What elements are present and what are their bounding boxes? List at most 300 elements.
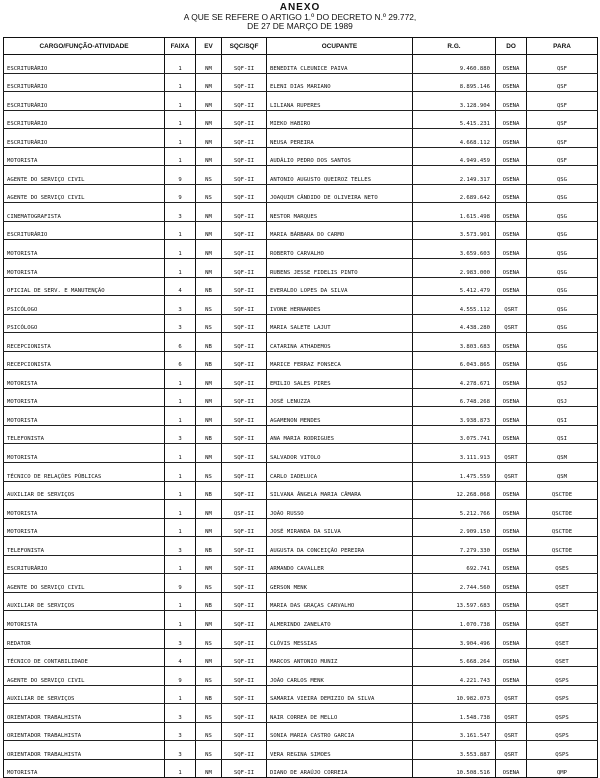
cargo-cell: MOTORISTA bbox=[4, 500, 165, 519]
rg-cell: 3.161.547 bbox=[413, 722, 496, 741]
sqc-sqf-cell: SQF-II bbox=[222, 667, 267, 686]
cargo-cell: AGENTE DO SERVIÇO CIVIL bbox=[4, 184, 165, 203]
sqc-sqf-cell: SQF-II bbox=[222, 444, 267, 463]
para-cell: QSF bbox=[527, 147, 598, 166]
para-cell: QSG bbox=[527, 203, 598, 222]
cargo-cell: OFICIAL DE SERV. E MANUTENÇÃO bbox=[4, 277, 165, 296]
ev-cell: NS bbox=[196, 574, 222, 593]
sqc-sqf-cell: SQF-II bbox=[222, 296, 267, 315]
para-cell: QSET bbox=[527, 592, 598, 611]
cargo-cell: MOTORISTA bbox=[4, 759, 165, 778]
rg-cell: 8.895.146 bbox=[413, 73, 496, 92]
para-cell: QSG bbox=[527, 333, 598, 352]
ev-cell: NM bbox=[196, 500, 222, 519]
do-cell: QSRT bbox=[496, 704, 527, 723]
do-cell: QSRT bbox=[496, 741, 527, 760]
rg-cell: 6.748.268 bbox=[413, 388, 496, 407]
sqc-sqf-cell: SQF-II bbox=[222, 55, 267, 74]
cargo-cell: REDATOR bbox=[4, 629, 165, 648]
faixa-cell: 1 bbox=[165, 759, 196, 778]
faixa-cell: 3 bbox=[165, 741, 196, 760]
faixa-cell: 3 bbox=[165, 537, 196, 556]
ev-cell: NS bbox=[196, 629, 222, 648]
table-row bbox=[4, 184, 598, 203]
para-cell: QSF bbox=[527, 92, 598, 111]
cargo-cell: RECEPCIONISTA bbox=[4, 351, 165, 370]
table-row bbox=[4, 388, 598, 407]
sqc-sqf-cell: SQF-II bbox=[222, 184, 267, 203]
document-subtitle-line2: DE 27 DE MARÇO DE 1989 bbox=[247, 21, 353, 31]
sqc-sqf-cell: SQF-II bbox=[222, 704, 267, 723]
do-cell: OSENA bbox=[496, 333, 527, 352]
rg-cell: 2.744.560 bbox=[413, 574, 496, 593]
do-cell: OSENA bbox=[496, 221, 527, 240]
rg-cell: 13.597.683 bbox=[413, 592, 496, 611]
table-row bbox=[4, 741, 598, 760]
table-row bbox=[4, 147, 598, 166]
ocupante-cell: ARMANDO CAVALLER bbox=[267, 555, 413, 574]
ev-cell: NM bbox=[196, 407, 222, 426]
ocupante-cell: CATARINA ATHADEMOS bbox=[267, 333, 413, 352]
faixa-cell: 3 bbox=[165, 296, 196, 315]
ocupante-cell: MARCOS ANTONIO MUNIZ bbox=[267, 648, 413, 667]
ev-cell: NS bbox=[196, 184, 222, 203]
rg-cell: 4.438.280 bbox=[413, 314, 496, 333]
table-row bbox=[4, 55, 598, 74]
ocupante-cell: NEUSA PEREIRA bbox=[267, 129, 413, 148]
do-cell: OSENA bbox=[496, 203, 527, 222]
para-cell: QSCTDE bbox=[527, 518, 598, 537]
ocupante-cell: MARICE FERRAZ FONSECA bbox=[267, 351, 413, 370]
sqc-sqf-cell: SQF-II bbox=[222, 314, 267, 333]
do-cell: OSENA bbox=[496, 240, 527, 259]
para-cell: QSG bbox=[527, 296, 598, 315]
cargo-cell: ORIENTADOR TRABALHISTA bbox=[4, 741, 165, 760]
ev-cell: NS bbox=[196, 741, 222, 760]
table-row bbox=[4, 592, 598, 611]
table-row bbox=[4, 685, 598, 704]
do-cell: QSRT bbox=[496, 296, 527, 315]
do-cell: OSENA bbox=[496, 73, 527, 92]
para-cell: QSF bbox=[527, 129, 598, 148]
ev-cell: NS bbox=[196, 463, 222, 482]
faixa-cell: 3 bbox=[165, 722, 196, 741]
ev-cell: NM bbox=[196, 611, 222, 630]
faixa-cell: 6 bbox=[165, 333, 196, 352]
rg-cell: 6.043.865 bbox=[413, 351, 496, 370]
do-cell: OSENA bbox=[496, 370, 527, 389]
para-cell: QSG bbox=[527, 221, 598, 240]
ev-cell: NM bbox=[196, 259, 222, 278]
ocupante-cell: CLÓVIS MESSIAS bbox=[267, 629, 413, 648]
table-row bbox=[4, 73, 598, 92]
sqc-sqf-cell: SQF-II bbox=[222, 259, 267, 278]
table-row bbox=[4, 370, 598, 389]
annex-table bbox=[3, 37, 598, 778]
rg-cell: 3.938.873 bbox=[413, 407, 496, 426]
do-cell: OSENA bbox=[496, 592, 527, 611]
sqc-sqf-cell: SQF-II bbox=[222, 351, 267, 370]
para-cell: QSET bbox=[527, 629, 598, 648]
sqc-sqf-cell: SQF-II bbox=[222, 648, 267, 667]
cargo-cell: PSICÓLOGO bbox=[4, 296, 165, 315]
para-cell: QSM bbox=[527, 463, 598, 482]
cargo-cell: AUXILIAR DE SERVIÇOS bbox=[4, 685, 165, 704]
do-cell: OSENA bbox=[496, 110, 527, 129]
para-cell: QSG bbox=[527, 259, 598, 278]
para-cell: QSJ bbox=[527, 388, 598, 407]
sqc-sqf-cell: SQF-II bbox=[222, 463, 267, 482]
para-cell: QSPS bbox=[527, 704, 598, 723]
table-row bbox=[4, 444, 598, 463]
do-cell: OSENA bbox=[496, 92, 527, 111]
col-header-ev: EV bbox=[196, 38, 222, 55]
table-row bbox=[4, 314, 598, 333]
cargo-cell: ESCRITURÁRIO bbox=[4, 555, 165, 574]
ocupante-cell: CARLO IADELUCA bbox=[267, 463, 413, 482]
rg-cell: 3.659.603 bbox=[413, 240, 496, 259]
table-row bbox=[4, 667, 598, 686]
para-cell: QSF bbox=[527, 110, 598, 129]
para-cell: QSI bbox=[527, 407, 598, 426]
rg-cell: 5.212.766 bbox=[413, 500, 496, 519]
ocupante-cell: SAMARIA VIEIRA DEMIZIO DA SILVA bbox=[267, 685, 413, 704]
do-cell: OSENA bbox=[496, 55, 527, 74]
cargo-cell: MOTORISTA bbox=[4, 259, 165, 278]
faixa-cell: 9 bbox=[165, 667, 196, 686]
cargo-cell: ESCRITURÁRIO bbox=[4, 110, 165, 129]
rg-cell: 4.278.671 bbox=[413, 370, 496, 389]
cargo-cell: AGENTE DO SERVIÇO CIVIL bbox=[4, 574, 165, 593]
faixa-cell: 1 bbox=[165, 481, 196, 500]
ocupante-cell: RUBENS JESSE FIDELIS PINTO bbox=[267, 259, 413, 278]
ocupante-cell: JOÃO RUSSO bbox=[267, 500, 413, 519]
para-cell: QSJ bbox=[527, 370, 598, 389]
ocupante-cell: MIEKO HABIRO bbox=[267, 110, 413, 129]
do-cell: OSENA bbox=[496, 518, 527, 537]
faixa-cell: 1 bbox=[165, 55, 196, 74]
rg-cell: 5.668.264 bbox=[413, 648, 496, 667]
faixa-cell: 3 bbox=[165, 314, 196, 333]
rg-cell: 5.412.479 bbox=[413, 277, 496, 296]
rg-cell: 3.573.901 bbox=[413, 221, 496, 240]
cargo-cell: MOTORISTA bbox=[4, 240, 165, 259]
ev-cell: NM bbox=[196, 444, 222, 463]
rg-cell: 1.548.738 bbox=[413, 704, 496, 723]
table-row bbox=[4, 722, 598, 741]
table-row bbox=[4, 759, 598, 778]
ocupante-cell: JOAQUIM CÂNDIDO DE OLIVEIRA NETO bbox=[267, 184, 413, 203]
ev-cell: NB bbox=[196, 351, 222, 370]
ev-cell: NS bbox=[196, 296, 222, 315]
ev-cell: NM bbox=[196, 92, 222, 111]
para-cell: QSF bbox=[527, 73, 598, 92]
sqc-sqf-cell: SQF-II bbox=[222, 611, 267, 630]
para-cell: QSPS bbox=[527, 685, 598, 704]
cargo-cell: ESCRITURÁRIO bbox=[4, 73, 165, 92]
ev-cell: NM bbox=[196, 240, 222, 259]
ev-cell: NB bbox=[196, 425, 222, 444]
rg-cell: 3.803.683 bbox=[413, 333, 496, 352]
do-cell: OSENA bbox=[496, 184, 527, 203]
ev-cell: NM bbox=[196, 648, 222, 667]
document-title: ANEXO bbox=[279, 2, 321, 13]
sqc-sqf-cell: SQF-II bbox=[222, 73, 267, 92]
sqc-sqf-cell: SQF-II bbox=[222, 555, 267, 574]
ev-cell: NM bbox=[196, 759, 222, 778]
col-header-rg: R.G. bbox=[413, 38, 496, 55]
faixa-cell: 1 bbox=[165, 611, 196, 630]
para-cell: QSPS bbox=[527, 741, 598, 760]
do-cell: OSENA bbox=[496, 481, 527, 500]
table-row bbox=[4, 110, 598, 129]
sqc-sqf-cell: SQF-II bbox=[222, 685, 267, 704]
ev-cell: NB bbox=[196, 333, 222, 352]
cargo-cell: ESCRITURÁRIO bbox=[4, 221, 165, 240]
rg-cell: 4.221.743 bbox=[413, 667, 496, 686]
faixa-cell: 3 bbox=[165, 629, 196, 648]
ocupante-cell: DIANO DE ARAÚJO CORREIA bbox=[267, 759, 413, 778]
ocupante-cell: JOSÉ LENUZZA bbox=[267, 388, 413, 407]
cargo-cell: PSICÓLOGO bbox=[4, 314, 165, 333]
faixa-cell: 9 bbox=[165, 574, 196, 593]
ocupante-cell: SONIA MARIA CASTRO GARCIA bbox=[267, 722, 413, 741]
do-cell: OSENA bbox=[496, 425, 527, 444]
table-row bbox=[4, 648, 598, 667]
ev-cell: NM bbox=[196, 110, 222, 129]
ocupante-cell: ANA MARIA RODRIGUES bbox=[267, 425, 413, 444]
para-cell: QSCTDE bbox=[527, 537, 598, 556]
para-cell: QSCTDE bbox=[527, 481, 598, 500]
sqc-sqf-cell: SQF-II bbox=[222, 203, 267, 222]
faixa-cell: 3 bbox=[165, 203, 196, 222]
rg-cell: 1.615.498 bbox=[413, 203, 496, 222]
cargo-cell: AGENTE DO SERVIÇO CIVIL bbox=[4, 667, 165, 686]
sqc-sqf-cell: SQF-II bbox=[222, 537, 267, 556]
do-cell: OSENA bbox=[496, 574, 527, 593]
sqc-sqf-cell: SQF-II bbox=[222, 166, 267, 185]
faixa-cell: 4 bbox=[165, 277, 196, 296]
rg-cell: 3.075.741 bbox=[413, 425, 496, 444]
ocupante-cell: IVONE HERNANDES bbox=[267, 296, 413, 315]
sqc-sqf-cell: SQF-II bbox=[222, 221, 267, 240]
do-cell: QSRT bbox=[496, 685, 527, 704]
rg-cell: 2.983.000 bbox=[413, 259, 496, 278]
faixa-cell: 1 bbox=[165, 73, 196, 92]
faixa-cell: 1 bbox=[165, 685, 196, 704]
table-body bbox=[4, 55, 598, 778]
para-cell: QSCTDE bbox=[527, 500, 598, 519]
ev-cell: NB bbox=[196, 592, 222, 611]
sqc-sqf-cell: SQF-II bbox=[222, 629, 267, 648]
table-row bbox=[4, 611, 598, 630]
cargo-cell: AGENTE DO SERVIÇO CIVIL bbox=[4, 166, 165, 185]
rg-cell: 10.508.516 bbox=[413, 759, 496, 778]
cargo-cell: ESCRITURÁRIO bbox=[4, 92, 165, 111]
rg-cell: 692.741 bbox=[413, 555, 496, 574]
ocupante-cell: ROBERTO CARVALHO bbox=[267, 240, 413, 259]
sqc-sqf-cell: SQF-II bbox=[222, 147, 267, 166]
ocupante-cell: ANTONIO AUGUSTO QUEIROZ TELLES bbox=[267, 166, 413, 185]
cargo-cell: ORIENTADOR TRABALHISTA bbox=[4, 722, 165, 741]
sqc-sqf-cell: SQF-II bbox=[222, 407, 267, 426]
ev-cell: NB bbox=[196, 277, 222, 296]
faixa-cell: 1 bbox=[165, 221, 196, 240]
para-cell: QSET bbox=[527, 648, 598, 667]
rg-cell: 3.111.913 bbox=[413, 444, 496, 463]
para-cell: QSG bbox=[527, 166, 598, 185]
rg-cell: 2.149.317 bbox=[413, 166, 496, 185]
table-row bbox=[4, 518, 598, 537]
sqc-sqf-cell: SQF-II bbox=[222, 370, 267, 389]
faixa-cell: 1 bbox=[165, 463, 196, 482]
table-row bbox=[4, 629, 598, 648]
ev-cell: NS bbox=[196, 722, 222, 741]
table-row bbox=[4, 166, 598, 185]
sqc-sqf-cell: SQF-II bbox=[222, 574, 267, 593]
sqc-sqf-cell: SQF-II bbox=[222, 481, 267, 500]
rg-cell: 4.668.112 bbox=[413, 129, 496, 148]
rg-cell: 4.949.459 bbox=[413, 147, 496, 166]
para-cell: QSPS bbox=[527, 722, 598, 741]
ocupante-cell: GERSON MENK bbox=[267, 574, 413, 593]
sqc-sqf-cell: SQF-II bbox=[222, 92, 267, 111]
faixa-cell: 1 bbox=[165, 240, 196, 259]
rg-cell: 3.553.887 bbox=[413, 741, 496, 760]
do-cell: OSENA bbox=[496, 277, 527, 296]
table-row bbox=[4, 407, 598, 426]
do-cell: QSRT bbox=[496, 722, 527, 741]
ocupante-cell: JOSÉ MIRANDA DA SILVA bbox=[267, 518, 413, 537]
faixa-cell: 9 bbox=[165, 166, 196, 185]
faixa-cell: 1 bbox=[165, 444, 196, 463]
ev-cell: NM bbox=[196, 55, 222, 74]
cargo-cell: MOTORISTA bbox=[4, 611, 165, 630]
do-cell: OSENA bbox=[496, 667, 527, 686]
col-header-do: DO bbox=[496, 38, 527, 55]
do-cell: OSENA bbox=[496, 166, 527, 185]
sqc-sqf-cell: SQF-II bbox=[222, 129, 267, 148]
table-row bbox=[4, 537, 598, 556]
table-row bbox=[4, 333, 598, 352]
sqc-sqf-cell: SQF-II bbox=[222, 333, 267, 352]
para-cell: QSET bbox=[527, 574, 598, 593]
table-row bbox=[4, 704, 598, 723]
do-cell: OSENA bbox=[496, 259, 527, 278]
do-cell: OSENA bbox=[496, 129, 527, 148]
faixa-cell: 1 bbox=[165, 110, 196, 129]
ocupante-cell: EMILIO SALES PIRES bbox=[267, 370, 413, 389]
sqc-sqf-cell: SQF-II bbox=[222, 240, 267, 259]
ev-cell: NM bbox=[196, 129, 222, 148]
faixa-cell: 1 bbox=[165, 518, 196, 537]
table-row bbox=[4, 500, 598, 519]
para-cell: QSG bbox=[527, 277, 598, 296]
sqc-sqf-cell: SQF-II bbox=[222, 518, 267, 537]
ev-cell: NS bbox=[196, 704, 222, 723]
sqc-sqf-cell: SQF-II bbox=[222, 759, 267, 778]
cargo-cell: ESCRITURÁRIO bbox=[4, 129, 165, 148]
para-cell: QSPS bbox=[527, 667, 598, 686]
ocupante-cell: AGAMENON MENDES bbox=[267, 407, 413, 426]
table-row bbox=[4, 259, 598, 278]
faixa-cell: 1 bbox=[165, 92, 196, 111]
ocupante-cell: NESTOR MARQUES bbox=[267, 203, 413, 222]
faixa-cell: 1 bbox=[165, 407, 196, 426]
table-row bbox=[4, 481, 598, 500]
faixa-cell: 3 bbox=[165, 704, 196, 723]
table-row bbox=[4, 555, 598, 574]
rg-cell: 3.904.496 bbox=[413, 629, 496, 648]
cargo-cell: MOTORISTA bbox=[4, 444, 165, 463]
para-cell: QSES bbox=[527, 555, 598, 574]
do-cell: QSRT bbox=[496, 463, 527, 482]
rg-cell: 12.268.068 bbox=[413, 481, 496, 500]
cargo-cell: MOTORISTA bbox=[4, 147, 165, 166]
ocupante-cell: SILVANA ÂNGELA MARIA CÂMARA bbox=[267, 481, 413, 500]
para-cell: QSG bbox=[527, 314, 598, 333]
do-cell: OSENA bbox=[496, 611, 527, 630]
sqc-sqf-cell: SQF-II bbox=[222, 277, 267, 296]
col-header-cargo: CARGO/FUNÇÃO-ATIVIDADE bbox=[4, 38, 165, 55]
para-cell: QSM bbox=[527, 444, 598, 463]
ocupante-cell: ELENI DIAS MARIANO bbox=[267, 73, 413, 92]
document-subtitle-line1: A QUE SE REFERE O ARTIGO 1.º DO DECRETO N.º 29.772, bbox=[183, 12, 417, 22]
cargo-cell: MOTORISTA bbox=[4, 518, 165, 537]
do-cell: OSENA bbox=[496, 759, 527, 778]
para-cell: QSF bbox=[527, 55, 598, 74]
table-row bbox=[4, 425, 598, 444]
rg-cell: 3.128.904 bbox=[413, 92, 496, 111]
table-header-row bbox=[4, 38, 598, 55]
faixa-cell: 6 bbox=[165, 351, 196, 370]
faixa-cell: 1 bbox=[165, 259, 196, 278]
col-header-para: PARA bbox=[527, 38, 598, 55]
ocupante-cell: EVERALDO LOPES DA SILVA bbox=[267, 277, 413, 296]
do-cell: OSENA bbox=[496, 407, 527, 426]
table-row bbox=[4, 129, 598, 148]
sqc-sqf-cell: SQF-II bbox=[222, 592, 267, 611]
table-row bbox=[4, 240, 598, 259]
do-cell: OSENA bbox=[496, 629, 527, 648]
cargo-cell: ORIENTADOR TRABALHISTA bbox=[4, 704, 165, 723]
table-row bbox=[4, 574, 598, 593]
cargo-cell: ESCRITURÁRIO bbox=[4, 55, 165, 74]
ocupante-cell: MARIA DAS GRAÇAS CARVALHO bbox=[267, 592, 413, 611]
ocupante-cell: VERA REGINA SIMOES bbox=[267, 741, 413, 760]
rg-cell: 4.555.112 bbox=[413, 296, 496, 315]
col-header-ocupante: OCUPANTE bbox=[267, 38, 413, 55]
do-cell: OSENA bbox=[496, 648, 527, 667]
col-header-sqc-sqf: SQC/SQF bbox=[222, 38, 267, 55]
sqc-sqf-cell: SQF-II bbox=[222, 741, 267, 760]
ocupante-cell: AUGUSTA DA CONCEIÇÃO PEREIRA bbox=[267, 537, 413, 556]
rg-cell: 2.909.150 bbox=[413, 518, 496, 537]
table-row bbox=[4, 463, 598, 482]
faixa-cell: 1 bbox=[165, 147, 196, 166]
ev-cell: NM bbox=[196, 203, 222, 222]
do-cell: OSENA bbox=[496, 555, 527, 574]
col-header-faixa: FAIXA bbox=[165, 38, 196, 55]
ocupante-cell: JOÃO CARLOS MENK bbox=[267, 667, 413, 686]
faixa-cell: 1 bbox=[165, 555, 196, 574]
cargo-cell: CINEMATOGRAFISTA bbox=[4, 203, 165, 222]
ev-cell: NM bbox=[196, 147, 222, 166]
para-cell: QSI bbox=[527, 425, 598, 444]
table-row bbox=[4, 277, 598, 296]
cargo-cell: TÉCNICO DE RELAÇÕES PÚBLICAS bbox=[4, 463, 165, 482]
ev-cell: NM bbox=[196, 73, 222, 92]
